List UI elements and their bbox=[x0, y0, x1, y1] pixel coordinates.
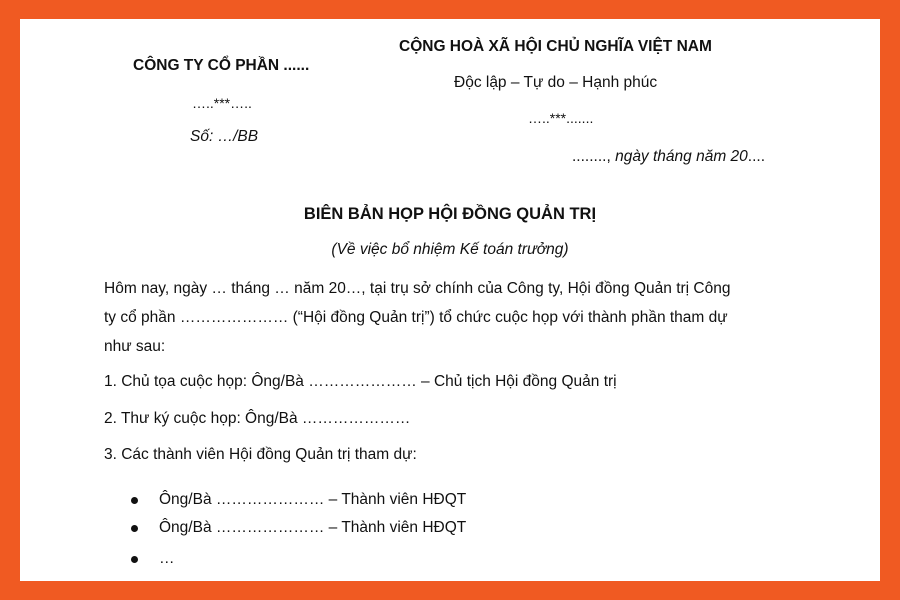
document-number: Số: …/BB bbox=[190, 128, 259, 145]
bullet-icon bbox=[131, 497, 138, 504]
bullet-icon bbox=[131, 525, 138, 532]
right-stars-separator: …..***....... bbox=[528, 110, 594, 126]
company-name: CÔNG TY CỔ PHẦN ...... bbox=[133, 57, 310, 74]
list-item-text: … bbox=[159, 550, 175, 567]
document-page bbox=[20, 19, 880, 581]
date-prefix: ........, bbox=[572, 148, 611, 165]
item-chairperson: 1. Chủ tọa cuộc họp: Ông/Bà ………………… – Chủ tịch Hội đồng Quản trị bbox=[104, 373, 617, 390]
document-title: BIÊN BẢN HỌP HỘI ĐỒNG QUẢN TRỊ bbox=[303, 205, 597, 223]
intro-line-3: như sau: bbox=[104, 338, 166, 355]
document-subtitle: (Về việc bổ nhiệm Kế toán trưởng) bbox=[331, 241, 569, 258]
bullet-icon bbox=[131, 556, 138, 563]
date-line bbox=[572, 148, 765, 166]
date-suffix: .... bbox=[747, 148, 766, 165]
nation-title: CỘNG HOÀ XÃ HỘI CHỦ NGHĨA VIỆT NAM bbox=[399, 38, 712, 55]
date-text: ngày tháng năm 20 bbox=[610, 148, 748, 165]
list-item-text: Ông/Bà ………………… – Thành viên HĐQT bbox=[159, 519, 467, 536]
intro-line-2: ty cổ phần ………………… (“Hội đồng Quản trị”) tổ chức cuộc họp với thành phần tham dự bbox=[104, 309, 728, 326]
list-item-text: Ông/Bà ………………… – Thành viên HĐQT bbox=[159, 491, 467, 508]
left-stars-separator: …..***….. bbox=[192, 95, 252, 111]
item-secretary: 2. Thư ký cuộc họp: Ông/Bà ………………… bbox=[104, 410, 411, 427]
item-members: 3. Các thành viên Hội đồng Quản trị tham dự: bbox=[104, 446, 417, 463]
national-motto: Độc lập – Tự do – Hạnh phúc bbox=[454, 74, 658, 91]
intro-line-1: Hôm nay, ngày … tháng … năm 20…, tại trụ sở chính của Công ty, Hội đồng Quản trị Công bbox=[104, 280, 731, 297]
